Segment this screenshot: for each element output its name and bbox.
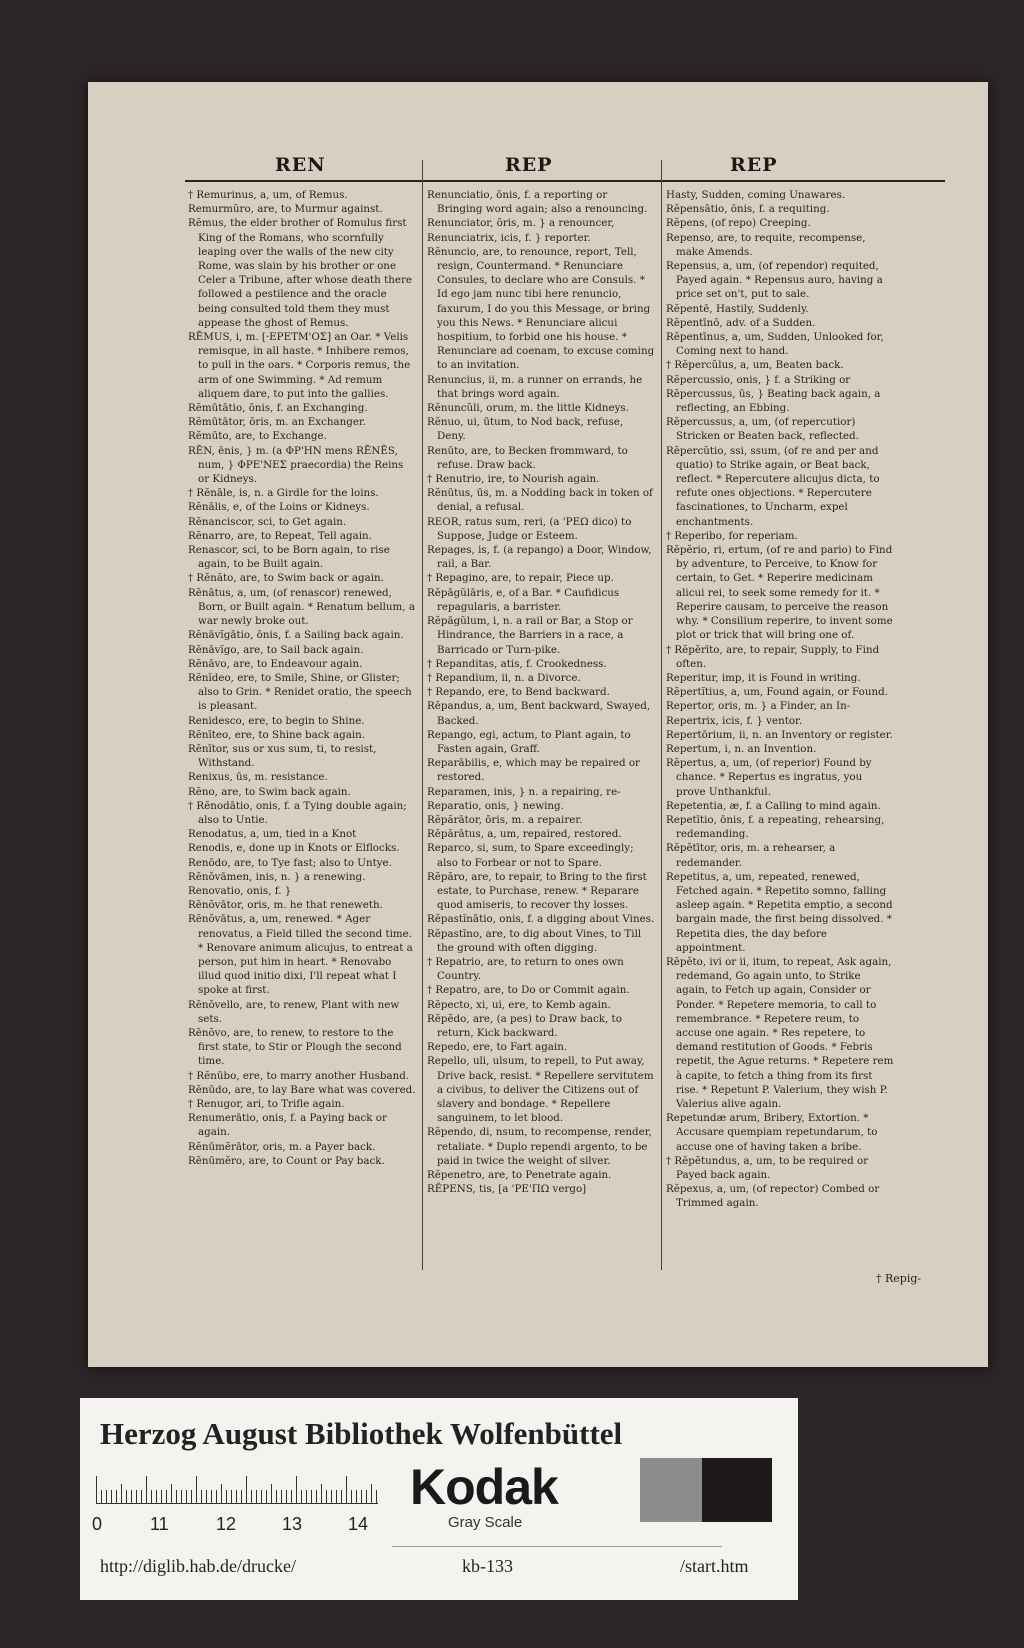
dictionary-entry: Rĕpāgŭlum, i, n. a rail or Bar, a Stop or Hindrance, the Barriers in a race, a Barricado or Turn-pike. [427, 615, 633, 656]
dictionary-entry: Rĕnāvĭgātio, ōnis, f. a Sailing back again. [188, 629, 404, 642]
dictionary-entry: Reparābilis, e, which may be repaired or restored. [427, 757, 640, 784]
ruler-tick [266, 1490, 267, 1504]
dictionary-entry: Renodis, e, done up in Knots or Elflocks. [188, 842, 400, 855]
ruler-tick [236, 1490, 237, 1504]
dictionary-entry: Rĕnīteo, ere, to Shine back again. [188, 728, 366, 741]
dictionary-entry: Renunciatrix, icis, f. } reporter. [427, 231, 591, 244]
dictionary-entry: † Reperibo, for reperiam. [666, 529, 798, 542]
ruler-tick [301, 1490, 302, 1504]
ruler-tick [321, 1484, 322, 1504]
dictionary-entry: Rĕpĕto, ivi or ii, itum, to repeat, Ask again, redemand, Go again unto, to Strike again, to Fetch up again, Consider or Ponder. * Repetere memoria, to call to remembrance. * Repetere reum, to accuse one again. * Res repetere, to demand restitution of Goods. * Febris repetit, the Ague returns. * Repetere rem à capite, to fetch a thing from its first rise. * Repetunt P. Valerium, they wish P. Valerius alive again. [666, 955, 894, 1110]
header-middle: REP [505, 154, 553, 176]
dictionary-entry: Renōdo, are, to Tye fast; also to Untye. [188, 856, 392, 869]
dictionary-entry: Repages, is, f. (a repango) a Door, Window, rail, a Bar. [427, 544, 652, 571]
dictionary-entry: Renidesco, ere, to begin to Shine. [188, 714, 365, 727]
ruler-tick [116, 1490, 117, 1504]
dictionary-entry: Rĕpĕrio, ri, ertum, (of re and pario) to Find by adventure, to Perceive, to Know for certain, to Get. * Reperire medicinam alicui rei, to seek some remedy for it. * Reperire causam, to perceive the reason why. * Consilium reperire, to invent some plot or trick that will bring one of. [666, 544, 893, 642]
dictionary-entry: Rĕnūmĕro, are, to Count or Pay back. [188, 1154, 385, 1167]
dictionary-entry: Rĕpastĭno, are, to dig about Vines, to Till the ground with often digging. [427, 927, 642, 954]
ruler-tick [126, 1490, 127, 1504]
dictionary-entry: Rĕpercussus, a, um, (of repercutior) Stricken or Beaten back, reflected. [666, 416, 859, 443]
ruler-tick [231, 1490, 232, 1504]
dictionary-entry: Rĕnāvĭgo, are, to Sail back again. [188, 643, 364, 656]
ruler-tick [171, 1484, 172, 1504]
ruler-tick [166, 1490, 167, 1504]
code-text: kb-133 [462, 1556, 513, 1576]
ruler-tick [181, 1490, 182, 1504]
dictionary-entry: Rĕnŏvātus, a, um, renewed. * Ager renovatus, a Field tilled the second time. * Renovare animum alicujus, to entreat a person, put him in heart. * Renovabo illud quod initio dixi, I'll repeat what I spoke at first. [188, 913, 413, 997]
dictionary-entry: † Remurinus, a, um, of Remus. [188, 189, 348, 201]
dictionary-entry: Rĕnūtus, ūs, m. a Nodding back in token of denial, a refusal. [427, 487, 653, 514]
dictionary-entry: † Repatro, are, to Do or Commit again. [427, 984, 630, 997]
dictionary-entry: Remurmŭro, are, to Murmur against. [188, 203, 383, 216]
ruler-tick [141, 1490, 142, 1504]
dictionary-entry: Rĕnāvo, are, to Endeavour again. [188, 657, 363, 670]
ruler-tick [111, 1490, 112, 1504]
dictionary-entry: Repertōrium, ii, n. an Inventory or register. [666, 728, 893, 741]
ruler-tick [226, 1490, 227, 1504]
header-right: REP [730, 154, 778, 176]
dictionary-entry: Rĕnĭdeo, ere, to Smile, Shine, or Glister; also to Grin. * Renidet oratio, the speech is pleasant. [188, 671, 412, 713]
start-text: /start.htm [680, 1556, 749, 1576]
ruler-tick [136, 1490, 137, 1504]
dictionary-entry: RĒMUS, i, m. [·EPETM'OΣ] an Oar. * Velis remisque, in all haste. * Inhibere remos, to pull in the oars. * Corporis remus, the arm of one Swimming. * Ad remum aliquem dare, to put into the gallies. [188, 331, 411, 400]
dictionary-column-1 [188, 188, 416, 1270]
dictionary-entry: † Repatrio, are, to return to ones own Country. [427, 955, 624, 983]
dictionary-entry: Rĕpenetro, are, to Penetrate again. [427, 1169, 612, 1182]
dictionary-entry: Rĕpentē, Hastily, Suddenly. [666, 302, 809, 315]
dictionary-entry: Rĕnanciscor, sci, to Get again. [188, 515, 347, 528]
ruler-tick [196, 1476, 197, 1504]
dictionary-entry: Rĕnŏvello, are, to renew, Plant with new sets. [188, 998, 400, 1025]
divider [392, 1546, 722, 1547]
dictionary-entry: Rĕnarro, are, to Repeat, Tell again. [188, 529, 372, 542]
dictionary-entry: Rĕpandus, a, um, Bent backward, Swayed, Backed. [427, 700, 651, 727]
dictionary-entry: † Rĕnodātio, onis, f. a Tying double again; also to Untie. [188, 799, 407, 826]
dictionary-entry: Rĕnūmĕrātor, oris, m. a Payer back. [188, 1140, 376, 1153]
ruler-tick [341, 1490, 342, 1504]
column-rule [661, 160, 662, 1270]
library-title: Herzog August Bibliothek Wolfenbüttel [100, 1416, 623, 1451]
dictionary-entry: Rĕpensātio, ōnis, f. a requiting. [666, 203, 830, 216]
ruler-tick [106, 1490, 107, 1504]
ruler-tick [211, 1490, 212, 1504]
dictionary-entry: Renovatio, onis, f. } [188, 884, 292, 897]
dictionary-entry: Rĕmus, the elder brother of Romulus first King of the Romans, who scornfully leaping over the walls of the new city Rome, was slain by his brother or one Celer a Tribune, after whose death there followed a pestilence and the oracle being consulted told them they must appease the ghost of Remus. [188, 217, 412, 329]
dictionary-entry: Reparamen, inis, } n. a repairing, re- [427, 785, 621, 798]
ruler-number: 12 [216, 1514, 237, 1534]
ruler-tick [356, 1490, 357, 1504]
ruler-tick [311, 1490, 312, 1504]
dictionary-entry: Rĕpentīnus, a, um, Sudden, Unlooked for, Coming next to hand. [666, 331, 884, 358]
dictionary-entry: Repetentia, æ, f. a Calling to mind again. [666, 799, 881, 812]
ruler-tick [316, 1490, 317, 1504]
ruler-tick [336, 1490, 337, 1504]
dictionary-entry: RĔPENS, tis, [a 'PE'ΠΩ vergo] [427, 1183, 587, 1196]
dictionary-column-2 [427, 188, 655, 1270]
header-left: REN [275, 154, 326, 176]
dictionary-entry: Reparatio, onis, } newing. [427, 799, 564, 812]
dictionary-entry: Rĕpĕtītor, oris, m. a rehearser, a redemander. [666, 842, 836, 869]
dictionary-entry: Repertrix, icis, f. } ventor. [666, 714, 803, 727]
dictionary-entry: Repensus, a, um, (of rependor) requited, Payed again. * Repensus auro, having a price set on't, put to sale. [666, 260, 883, 301]
dictionary-entry: Renunciator, ōris, m. } a renouncer, [427, 217, 615, 230]
dictionary-entry: Reparco, si, sum, to Spare exceedingly; also to Forbear or not to Spare. [427, 842, 634, 869]
ruler-tick [156, 1490, 157, 1504]
page-header [185, 150, 945, 182]
dictionary-entry: RĒN, ēnis, } m. (a ΦΡ'HN mens RĒNĒS, num, } ΦΡΕ'ΝΕΣ praecordia) the Reins or Kidneys. [188, 444, 404, 486]
ruler-tick [251, 1490, 252, 1504]
ruler-tick [361, 1490, 362, 1504]
ruler-number: 13 [282, 1514, 303, 1534]
dictionary-entry: Rĕnītor, sus or xus sum, ti, to resist, Withstand. [188, 742, 377, 770]
dictionary-entry: Rĕpastĭnātio, onis, f. a digging about Vines. [427, 913, 655, 926]
dictionary-entry: REOR, ratus sum, reri, (a 'PEΩ dico) to Suppose, Judge or Esteem. [427, 515, 632, 542]
dictionary-entry: Rĕnŏvo, are, to renew, to restore to the first state, to Stir or Plough the second time. [188, 1026, 402, 1068]
dictionary-entry: Renūto, are, to Becken frommward, to refuse. Draw back. [427, 444, 628, 471]
dictionary-entry: Rĕpercussus, ūs, } Beating back again, a reflecting, an Ebbing. [666, 387, 881, 415]
dictionary-entry: Rĕnūdo, are, to lay Bare what was covered. [188, 1083, 416, 1096]
dictionary-entry: Rĕnātus, a, um, (of renascor) renewed, Born, or Built again. * Renatum bellum, a war newly broke out. [188, 586, 415, 628]
dictionary-entry: Rĕpărātus, a, um, repaired, restored. [427, 828, 622, 841]
dictionary-entry: Rĕpexus, a, um, (of repector) Combed or Trimmed again. [666, 1183, 880, 1210]
ruler-tick [216, 1490, 217, 1504]
dictionary-entry: Renascor, sci, to be Born again, to rise again, to be Built again. [188, 544, 390, 571]
ruler-tick [376, 1490, 377, 1504]
dictionary-entry: Repertum, i, n. an Invention. [666, 742, 817, 755]
ruler-tick [131, 1490, 132, 1504]
ruler-tick [371, 1484, 372, 1504]
dictionary-entry: Rĕpens, (of repo) Creeping. [666, 217, 811, 230]
dictionary-entry: Rĕmūtātio, ōnis, f. an Exchanging. [188, 402, 368, 415]
ruler-tick [281, 1490, 282, 1504]
dictionary-entry: † Renutrio, ire, to Nourish again. [427, 473, 600, 486]
ruler-tick [256, 1490, 257, 1504]
dictionary-entry: Rĕnuncŭli, orum, m. the little Kidneys. [427, 402, 629, 415]
gray-scale-label: Gray Scale [448, 1514, 523, 1531]
ruler-tick [346, 1476, 347, 1504]
dictionary-entry: Rĕnŏvāmen, inis, n. } a renewing. [188, 870, 366, 883]
ruler-tick [161, 1490, 162, 1504]
ruler-number: 14 [348, 1514, 369, 1534]
dictionary-entry: Repenso, are, to requite, recompense, make Amends. [666, 231, 866, 258]
ruler-tick [101, 1490, 102, 1504]
column-rule [422, 160, 423, 1270]
ruler-number: 11 [150, 1514, 169, 1534]
ruler-tick [326, 1490, 327, 1504]
dictionary-entry: Rĕmūto, are, to Exchange. [188, 430, 327, 443]
catchword: † Repig- [876, 1272, 922, 1285]
ruler [96, 1476, 378, 1504]
ruler-tick [286, 1490, 287, 1504]
ruler-tick [306, 1490, 307, 1504]
ruler-tick [291, 1490, 292, 1504]
dictionary-entry: Rĕnuo, ui, ūtum, to Nod back, refuse, Deny. [427, 416, 624, 443]
dictionary-entry: † Renugor, ari, to Trifle again. [188, 1098, 345, 1110]
dictionary-entry: † Repanditas, atis, f. Crookedness. [427, 657, 607, 670]
dictionary-entry: Repango, egi, actum, to Plant again, to Fasten again, Graff. [427, 728, 631, 755]
dictionary-entry: Repetundæ arum, Bribery, Extortion. * Accusare quempiam repetundarum, to accuse one of having taken a bribe. [666, 1112, 878, 1153]
ruler-tick [246, 1476, 247, 1504]
dictionary-entry: Rĕpercussio, onis, } f. a Striking or [666, 373, 851, 386]
ruler-tick [151, 1490, 152, 1504]
dictionary-entry: Reperitur, imp, it is Found in writing. [666, 671, 861, 684]
ruler-tick [351, 1490, 352, 1504]
dictionary-entry: Renumerātio, onis, f. a Paying back or again. [188, 1112, 387, 1139]
ruler-tick [241, 1490, 242, 1504]
dictionary-entry: Rĕno, are, to Swim back again. [188, 785, 351, 798]
ruler-tick [191, 1490, 192, 1504]
ruler-tick [261, 1490, 262, 1504]
dictionary-entry: Rĕpărātor, ōris, m. a repairer. [427, 813, 583, 826]
ruler-tick [201, 1490, 202, 1504]
dictionary-entry: Rĕnŏvātor, oris, m. he that reneweth. [188, 899, 383, 912]
kodak-logo: Kodak [410, 1459, 558, 1515]
dictionary-entry: Renuncius, ii, m. a runner on errands, he that brings word again. [427, 373, 643, 400]
dictionary-entry: Renixus, ūs, m. resistance. [188, 771, 328, 784]
dictionary-entry: Renodatus, a, um, tied in a Knot [188, 828, 357, 841]
dictionary-entry: Repetitus, a, um, repeated, renewed, Fetched again. * Repetito somno, falling asleep again. * Repetita emptio, a second bargain made, the first being dissolved. * Repetita dies, the day before appointment. [666, 870, 893, 954]
dictionary-entry: Repertor, oris, m. } a Finder, an In- [666, 700, 851, 713]
dictionary-entry: Rĕpendo, di, nsum, to recompense, render, retaliate. * Duplo rependi argento, to be paid in twice the weight of silver. [427, 1126, 652, 1167]
dictionary-entry: Repello, uli, ulsum, to repell, to Put away, Drive back, resist. * Repellere servitutem a civibus, to deliver the Citizens out of slavery and bondage. * Repellere sanguinem, to let blood. [427, 1055, 654, 1125]
dictionary-entry: † Rĕpĕrīto, are, to repair, Supply, to Find often. [666, 643, 880, 670]
ruler-tick [121, 1484, 122, 1504]
dictionary-entry: Rĕnālis, e, of the Loins or Kidneys. [188, 501, 370, 514]
dictionary-entry: Rĕmūtātor, ōris, m. an Exchanger. [188, 416, 367, 429]
dictionary-entry: Renunciatio, ōnis, f. a reporting or Bringing word again; also a renouncing. [427, 189, 648, 216]
ruler-tick [366, 1490, 367, 1504]
url-text: http://diglib.hab.de/drucke/ [100, 1556, 296, 1576]
dictionary-entry: Rĕnuncio, are, to renounce, report, Tell, resign, Countermand. * Renunciare Consules, to declare who are Consuls. * Id ego jam nunc tibi here renuncio, faxurum, I do you this Message, or bring you this News. * Renunciare alicui hospitium, to forbid one his house. * Renunciare ad coenam, to excuse coming to an invitation. [427, 245, 655, 372]
dictionary-entry: † Rĕpĕtundus, a, um, to be required or Payed back again. [666, 1154, 869, 1182]
ruler-tick [221, 1484, 222, 1504]
ruler-tick [146, 1476, 147, 1504]
ruler-tick [331, 1490, 332, 1504]
ruler-tick [96, 1476, 97, 1504]
dictionary-entry: Rĕpentīnō, adv. of a Sudden. [666, 316, 816, 329]
black-patch [702, 1458, 772, 1522]
ruler-tick [186, 1490, 187, 1504]
dictionary-entry: † Rĕpercŭlus, a, um, Beaten back. [666, 359, 844, 372]
dictionary-column-3 [666, 188, 894, 1270]
dictionary-entry: Rĕpertus, a, um, (of reperior) Found by chance. * Repertus es ingratus, you prove Unthankful. [666, 757, 872, 798]
dictionary-entry: Rĕpercŭtio, ssi, ssum, (of re and per and quatio) to Strike again, or Beat back, reflect. * Repercutere alicujus dicta, to refute ones objections. * Repercutere fascinationes, to Uncharm, expel enchantments. [666, 444, 880, 528]
dictionary-entry: Repedo, ere, to Fart again. [427, 1041, 568, 1054]
dictionary-entry: † Repandium, ii, n. a Divorce. [427, 671, 581, 684]
dictionary-entry: † Rĕnūbo, ere, to marry another Husband. [188, 1069, 410, 1082]
ruler-tick [296, 1476, 297, 1504]
dictionary-entry: Rĕpăro, are, to repair, to Bring to the first estate, to Purchase, renew. * Reparare quod amiseris, to recover thy losses. [427, 870, 647, 912]
dictionary-entry: Hasty, Sudden, coming Unawares. [666, 189, 846, 201]
ruler-tick [206, 1490, 207, 1504]
dictionary-entry: Rĕpertĭtius, a, um, Found again, or Found. [666, 686, 888, 699]
dictionary-entry: † Repagino, are, to repair, Piece up. [427, 572, 614, 585]
dictionary-entry: Rĕpecto, xi, ui, ere, to Kemb again. [427, 998, 611, 1011]
dictionary-entry: † Rĕnāle, is, n. a Girdle for the loins. [188, 487, 379, 500]
ruler-number: 0 [92, 1514, 103, 1534]
dictionary-entry: Rĕpāgŭlāris, e, of a Bar. * Caufidicus repagularis, a barrister. [427, 586, 620, 613]
target-card [80, 1398, 798, 1600]
dictionary-entry: † Repando, ere, to Bend backward. [427, 686, 610, 699]
dictionary-entry: Rĕpĕdo, are, (a pes) to Draw back, to return, Kick backward. [427, 1012, 622, 1039]
dictionary-entry: † Rĕnăto, are, to Swim back or again. [188, 572, 384, 585]
gray-patch [640, 1458, 702, 1522]
ruler-tick [276, 1490, 277, 1504]
ruler-tick [176, 1490, 177, 1504]
dictionary-entry: Repetītio, ōnis, f. a repeating, rehearsing, redemanding. [666, 813, 885, 841]
ruler-tick [271, 1484, 272, 1504]
